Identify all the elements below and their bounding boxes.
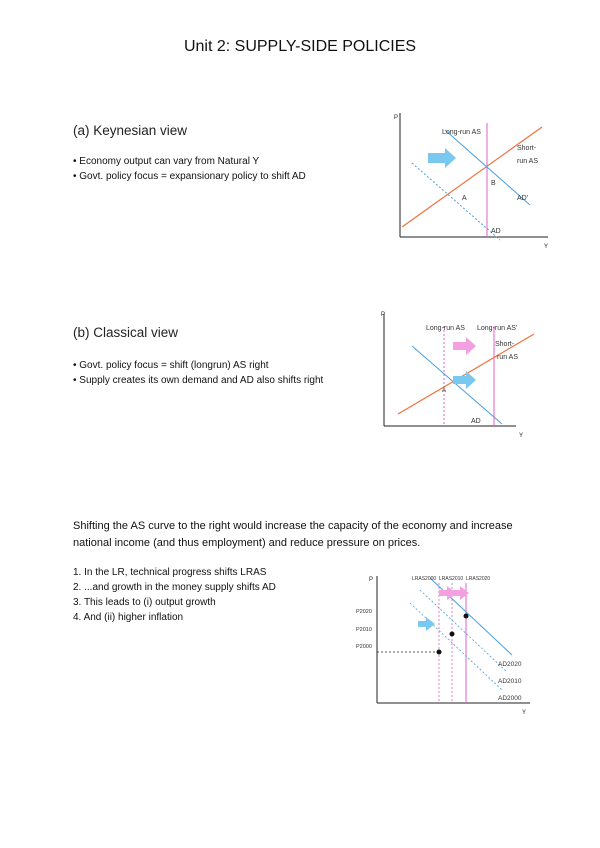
keynesian-diagram xyxy=(390,105,562,255)
step-4: 4. And (ii) higher inflation xyxy=(73,612,184,623)
lras-shift-arrow-icon xyxy=(453,337,476,355)
point-a-label: A xyxy=(462,195,467,202)
lras-prime-label: Long-run AS' xyxy=(477,325,518,332)
p2020-label: P2020 xyxy=(356,609,372,615)
sras-label-2: run AS xyxy=(517,158,539,165)
lras2000-label: LRAS2000 xyxy=(412,576,437,582)
classical-bullet-2: • Supply creates its own demand and AD also shifts right xyxy=(73,375,324,386)
growth-diagram xyxy=(352,568,537,718)
keynesian-bullet-2: • Govt. policy focus = expansionary policy to shift AD xyxy=(73,171,306,182)
y-axis-label: Y xyxy=(522,710,527,716)
step-3: 3. This leads to (i) output growth xyxy=(73,597,216,608)
y-axis-label: Y xyxy=(519,433,524,439)
p-axis-label: P xyxy=(394,115,399,121)
sras-label-1: Short- xyxy=(517,145,537,152)
keynesian-bullet-1: • Economy output can vary from Natural Y xyxy=(73,156,260,167)
p2010-label: P2010 xyxy=(356,627,372,633)
equilibrium-2000 xyxy=(437,650,442,655)
lras2010-label: LRAS2010 xyxy=(439,576,464,582)
keynesian-heading: (a) Keynesian view xyxy=(73,123,188,138)
point-a-label: A xyxy=(442,388,447,394)
ad2010-line xyxy=(420,590,507,672)
ad2020-line xyxy=(430,578,512,655)
step-1: 1. In the LR, technical progress shifts LRAS xyxy=(73,567,267,578)
lras2020-label: LRAS2020 xyxy=(466,576,491,582)
sras-line xyxy=(402,127,542,227)
classical-diagram xyxy=(376,306,536,446)
p2000-label: P2000 xyxy=(356,644,372,650)
ad-prime-label: AD' xyxy=(517,195,529,202)
step-2: 2. ...and growth in the money supply shifts AD xyxy=(73,582,276,593)
ad-label: AD xyxy=(471,418,481,425)
equilibrium-2010 xyxy=(450,632,455,637)
y-axis-label: Y xyxy=(544,244,549,250)
summary-paragraph: Shifting the AS curve to the right would increase the capacity of the economy and increase national income (and thus employment) and reduce pressure on prices. xyxy=(73,520,513,549)
lras-label: Long-run AS xyxy=(426,325,465,332)
ad-shift-arrow-icon xyxy=(453,371,476,389)
equilibrium-2020 xyxy=(464,614,469,619)
page-title: Unit 2: SUPPLY-SIDE POLICIES xyxy=(183,38,417,55)
ad-label: AD xyxy=(491,228,501,235)
ad2000-line xyxy=(410,603,502,690)
sras-label-2: run AS xyxy=(497,354,519,361)
point-b-label: B xyxy=(491,180,496,187)
lras-shift-arrow-icon-2 xyxy=(453,586,469,600)
ad-shift-arrow-icon xyxy=(418,617,435,631)
ad2010-label: AD2010 xyxy=(498,678,522,685)
ad2020-label: AD2020 xyxy=(498,661,522,668)
classical-heading: (b) Classical view xyxy=(73,325,179,340)
lras-label: Long-run AS xyxy=(442,129,481,136)
p-axis-label: P xyxy=(369,577,374,583)
ad-line xyxy=(412,346,502,424)
p-axis-label: P xyxy=(381,312,386,318)
classical-bullet-1: • Govt. policy focus = shift (longrun) AS right xyxy=(73,360,269,371)
shift-arrow-icon xyxy=(428,148,456,168)
ad2000-label: AD2000 xyxy=(498,695,522,702)
sras-label-1: Short- xyxy=(495,341,515,348)
